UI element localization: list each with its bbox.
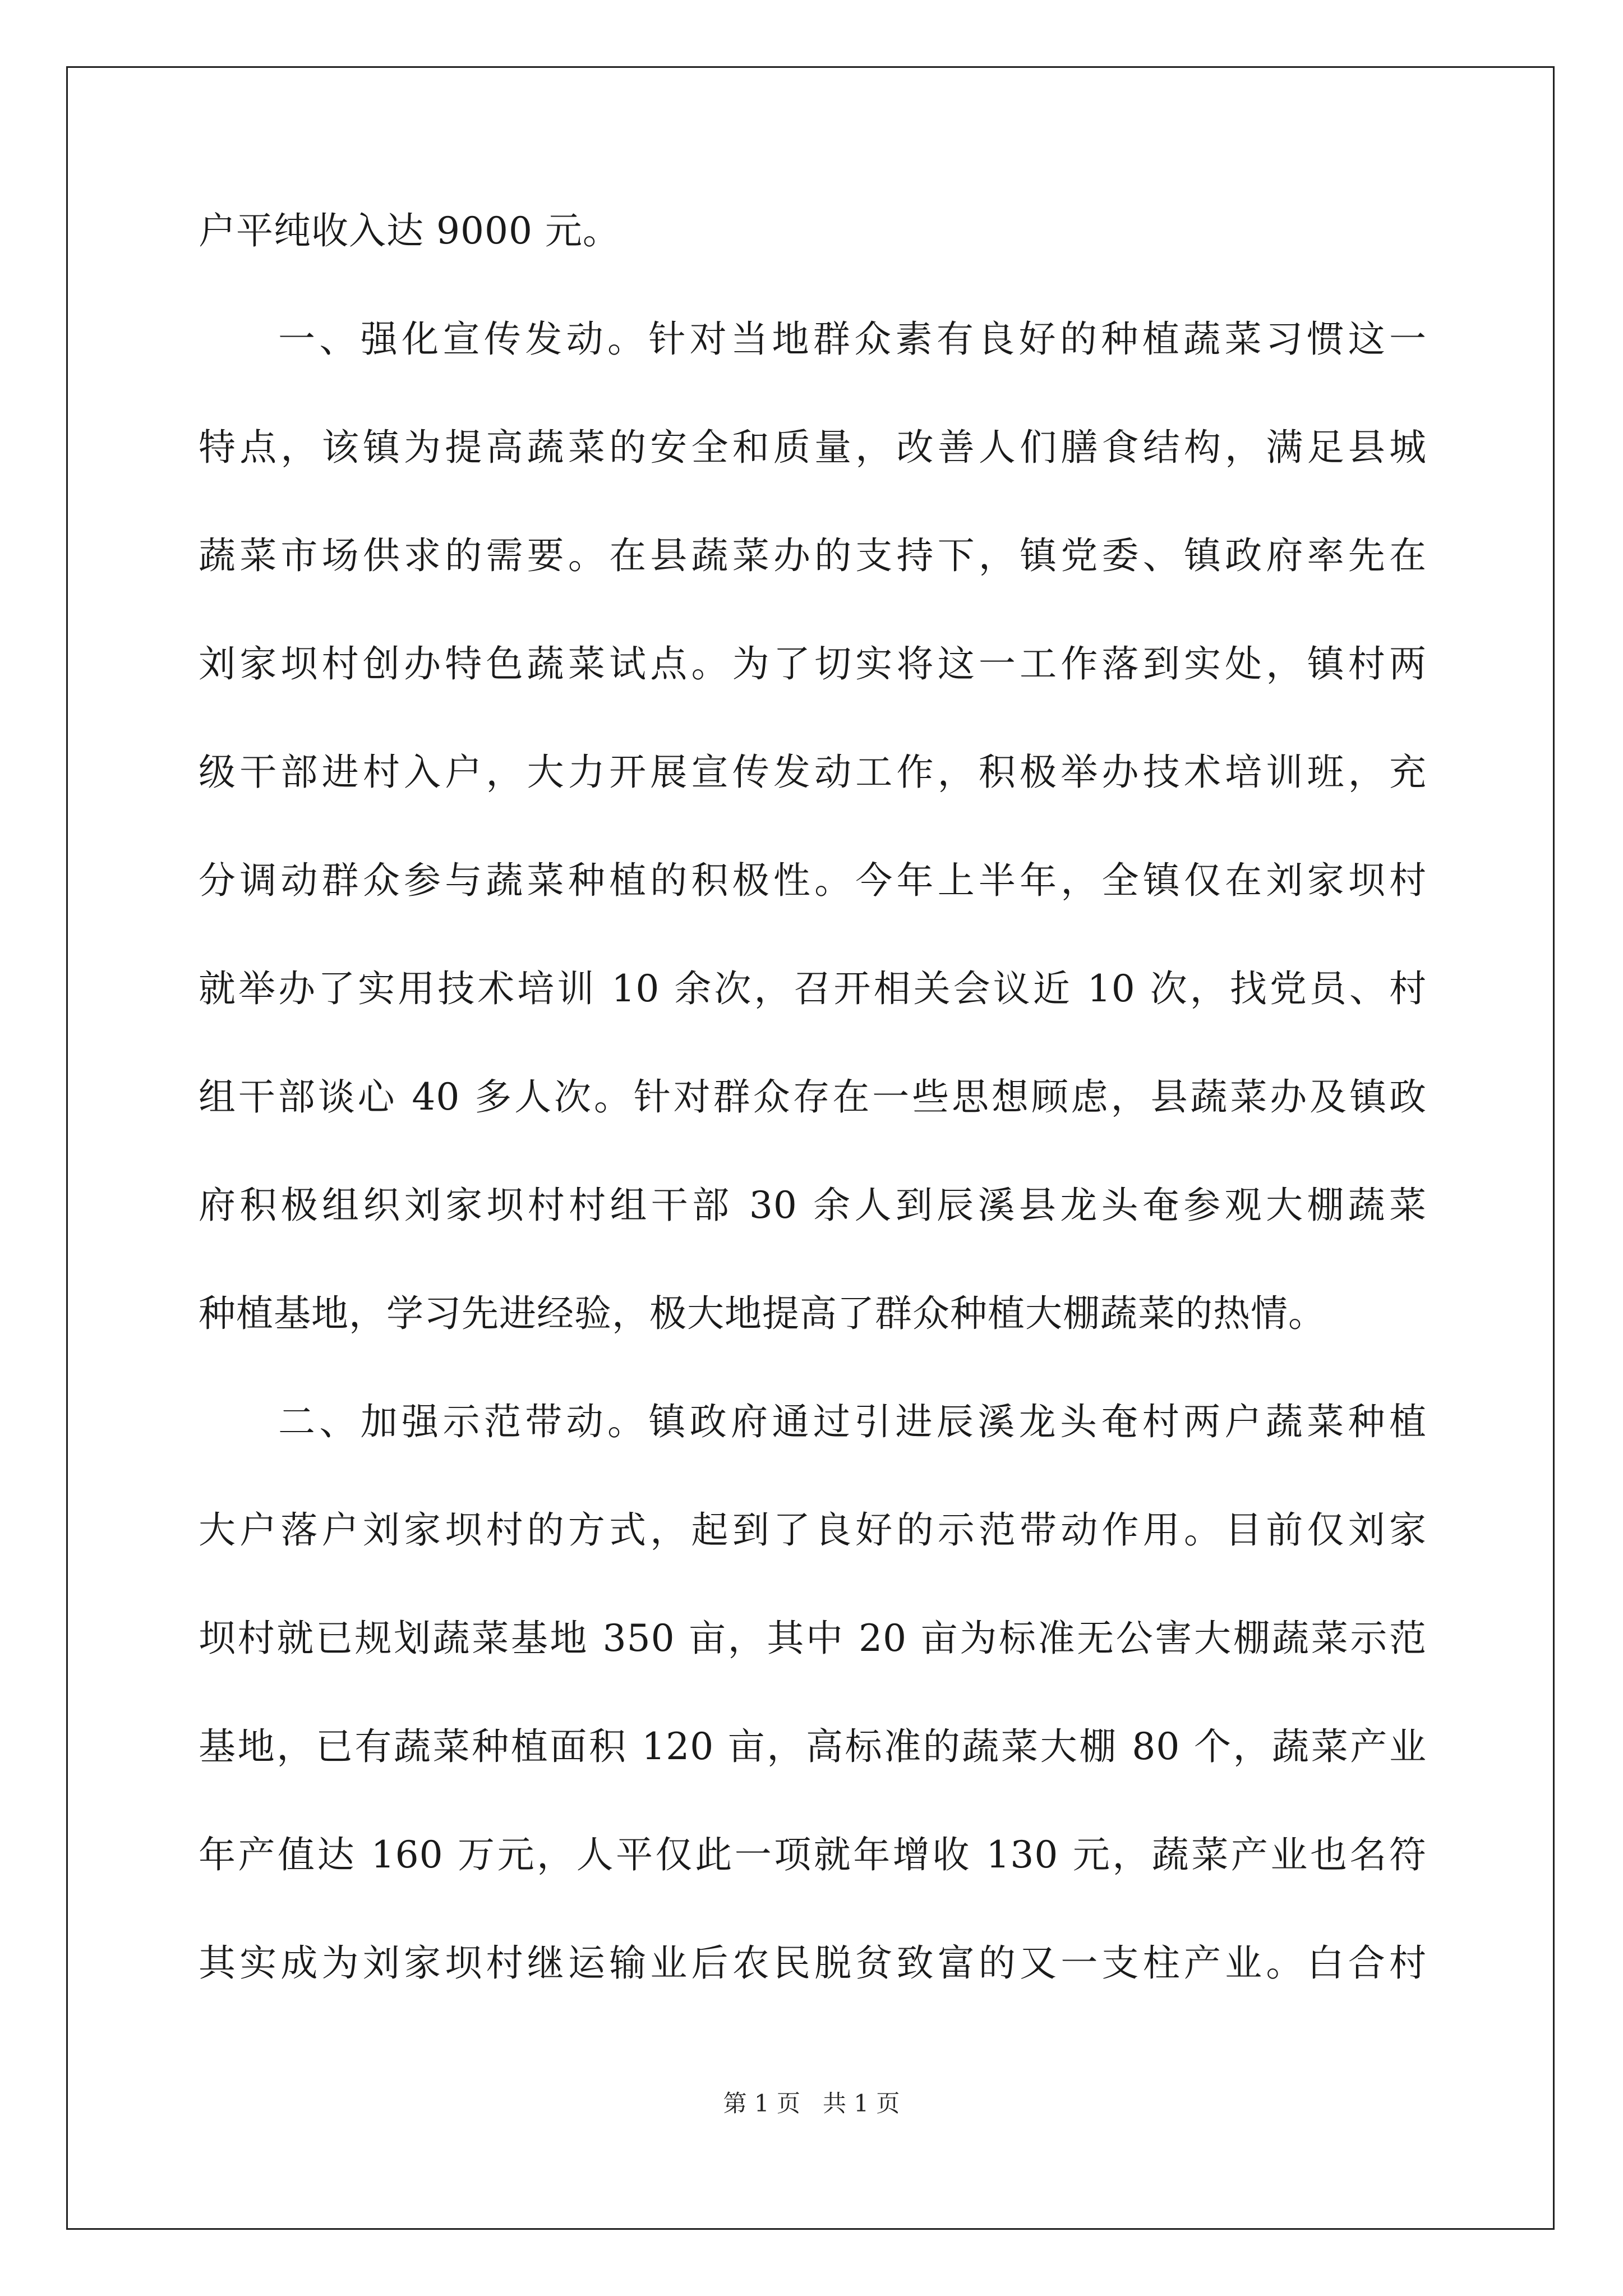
text-line: 坝村就已规划蔬菜基地 350 亩，其中 20 亩为标准无公害大棚蔬菜示范 <box>199 1617 1427 1660</box>
text-line: 就举办了实用技术培训 10 余次，召开相关会议近 10 次，找党员、村 <box>199 967 1427 1010</box>
text-line: 其实成为刘家坝村继运输业后农民脱贫致富的又一支柱产业。白合村 <box>199 1941 1427 1985</box>
text-line: 组干部谈心 40 多人次。针对群众存在一些思想顾虑，县蔬菜办及镇政 <box>199 1075 1427 1119</box>
text-line: 特点，该镇为提高蔬菜的安全和质量，改善人们膳食结构，满足县城 <box>199 426 1427 469</box>
page-border <box>66 66 1555 2230</box>
paragraph-2-line: 二、加强示范带动。镇政府通过引进辰溪龙头奄村两户蔬菜种植 <box>278 1400 1427 1443</box>
text-line: 蔬菜市场供求的需要。在县蔬菜办的支持下，镇党委、镇政府率先在 <box>199 534 1427 577</box>
page-total: 共 1 页 <box>823 2090 900 2117</box>
text-line: 级干部进村入户，大力开展宣传发动工作，积极举办技术培训班，充 <box>199 751 1427 794</box>
text-line: 年产值达 160 万元，人平仅此一项就年增收 130 元，蔬菜产业也名符 <box>199 1833 1427 1876</box>
text-line: 大户落户刘家坝村的方式，起到了良好的示范带动作用。目前仅刘家 <box>199 1508 1427 1552</box>
text-line: 种植基地，学习先进经验，极大地提高了群众种植大棚蔬菜的热情。 <box>199 1292 1326 1335</box>
text-line: 刘家坝村创办特色蔬菜试点。为了切实将这一工作落到实处，镇村两 <box>199 642 1427 685</box>
text-line: 分调动群众参与蔬菜种植的积极性。今年上半年，全镇仅在刘家坝村 <box>199 859 1427 902</box>
paragraph-1-line: 一、强化宣传发动。针对当地群众素有良好的种植蔬菜习惯这一 <box>278 318 1427 361</box>
text-line: 基地，已有蔬菜种植面积 120 亩，高标准的蔬菜大棚 80 个，蔬菜产业 <box>199 1725 1427 1768</box>
page-footer <box>0 2087 1623 2120</box>
text-line: 府积极组织刘家坝村村组干部 30 余人到辰溪县龙头奄参观大棚蔬菜 <box>199 1184 1427 1227</box>
page-number: 第 1 页 <box>723 2090 800 2117</box>
text-line: 户平纯收入达 9000 元。 <box>199 209 620 252</box>
